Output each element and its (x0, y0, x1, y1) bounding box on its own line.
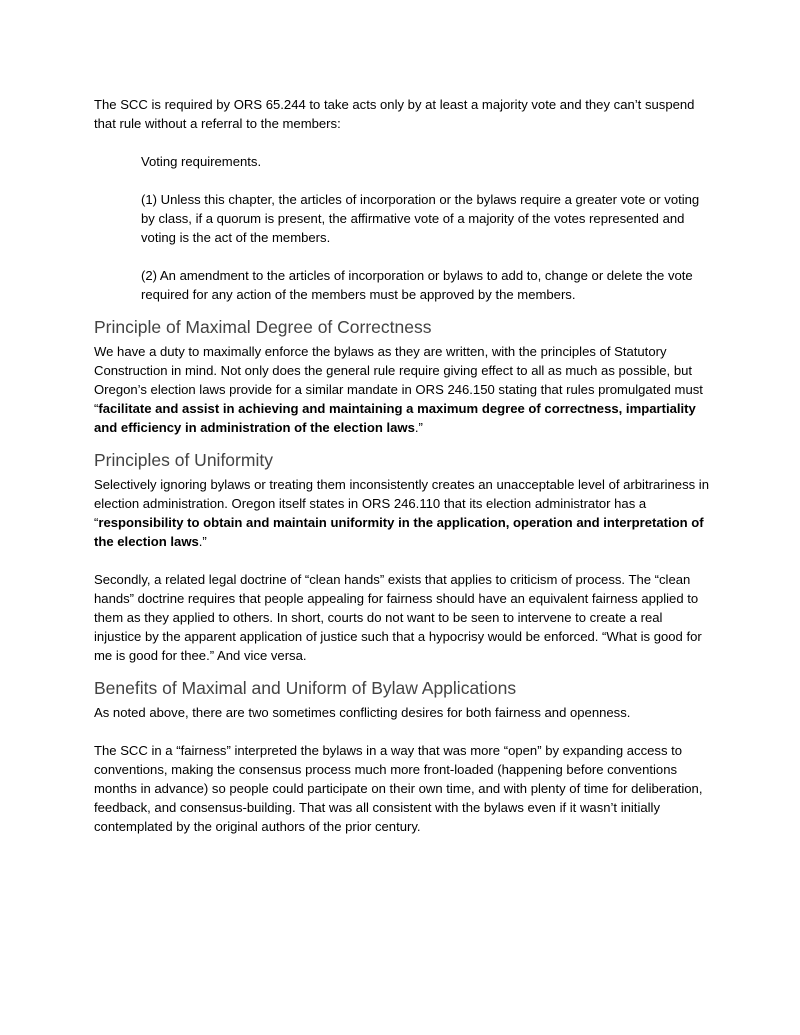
quote-clause-1: (1) Unless this chapter, the articles of incorporation or the bylaws require a greater vote or voting by class, if a quorum is present, the affirmative vote of a majority of the votes represented and voting is the act of the members. (141, 192, 700, 245)
section-heading-uniformity: Principles of Uniformity (94, 450, 273, 470)
uniformity-quote-emphasis: responsibility to obtain and maintain uniformity in the application, operation and interpretation of the election laws (94, 515, 704, 549)
uniformity-text-start: Selectively ignoring bylaws or treating them inconsistently creates an unacceptable level of arbitrariness in election administration. Oregon itself states in ORS 246.110 that its election administrator has a “ (94, 477, 709, 530)
uniformity-text-end: .” (198, 534, 207, 549)
section-benefits-paragraph-1: As noted above, there are two sometimes conflicting desires for both fairness and openness. (94, 705, 631, 720)
section-benefits-paragraph-2: The SCC in a “fairness” interpreted the bylaws in a way that was more “open” by expanding access to conventions, making the consensus process much more front-loaded (happening before conventions months in advance) so people could participate on their own time, and with plenty of time for deliberation, feedback, and consensus-building. That was all consistent with the bylaws even if it wasn’t initially contemplated by the original authors of the prior century. (94, 743, 703, 834)
quote-title: Voting requirements. (141, 154, 262, 169)
section-uniformity-paragraph-1 (94, 475, 710, 551)
correctness-quote-emphasis: facilitate and assist in achieving and maintaining a maximum degree of correctness, impartiality and efficiency in administration of the election laws (94, 401, 696, 435)
statute-quote (141, 152, 710, 304)
document-page (94, 95, 710, 836)
correctness-text-start: We have a duty to maximally enforce the bylaws as they are written, with the principles of Statutory Construction in mind. Not only does the general rule require giving effect to all as much as possible, but Oregon’s election laws provide for a similar mandate in ORS 246.150 stating that rules promulgated must “ (94, 344, 703, 416)
quote-clause-2: (2) An amendment to the articles of incorporation or bylaws to add to, change or delete the vote required for any action of the members must be approved by the members. (141, 268, 693, 302)
section-heading-correctness: Principle of Maximal Degree of Correctness (94, 317, 432, 337)
intro-paragraph: The SCC is required by ORS 65.244 to take acts only by at least a majority vote and they can’t suspend that rule without a referral to the members: (94, 97, 695, 131)
section-uniformity-paragraph-2: Secondly, a related legal doctrine of “clean hands” exists that applies to criticism of process. The “clean hands” doctrine requires that people appealing for fairness should have an equivalent fairness applied to them as they applied to others. In short, courts do not want to be seen to intervene to create a real injustice by the apparent application of justice such that a hypocrisy would be enforced. “What is good for me is good for thee.” And vice versa. (94, 572, 702, 663)
section-heading-benefits: Benefits of Maximal and Uniform of Bylaw Applications (94, 678, 517, 698)
section-correctness-paragraph (94, 342, 710, 437)
correctness-text-end: .” (414, 420, 423, 435)
